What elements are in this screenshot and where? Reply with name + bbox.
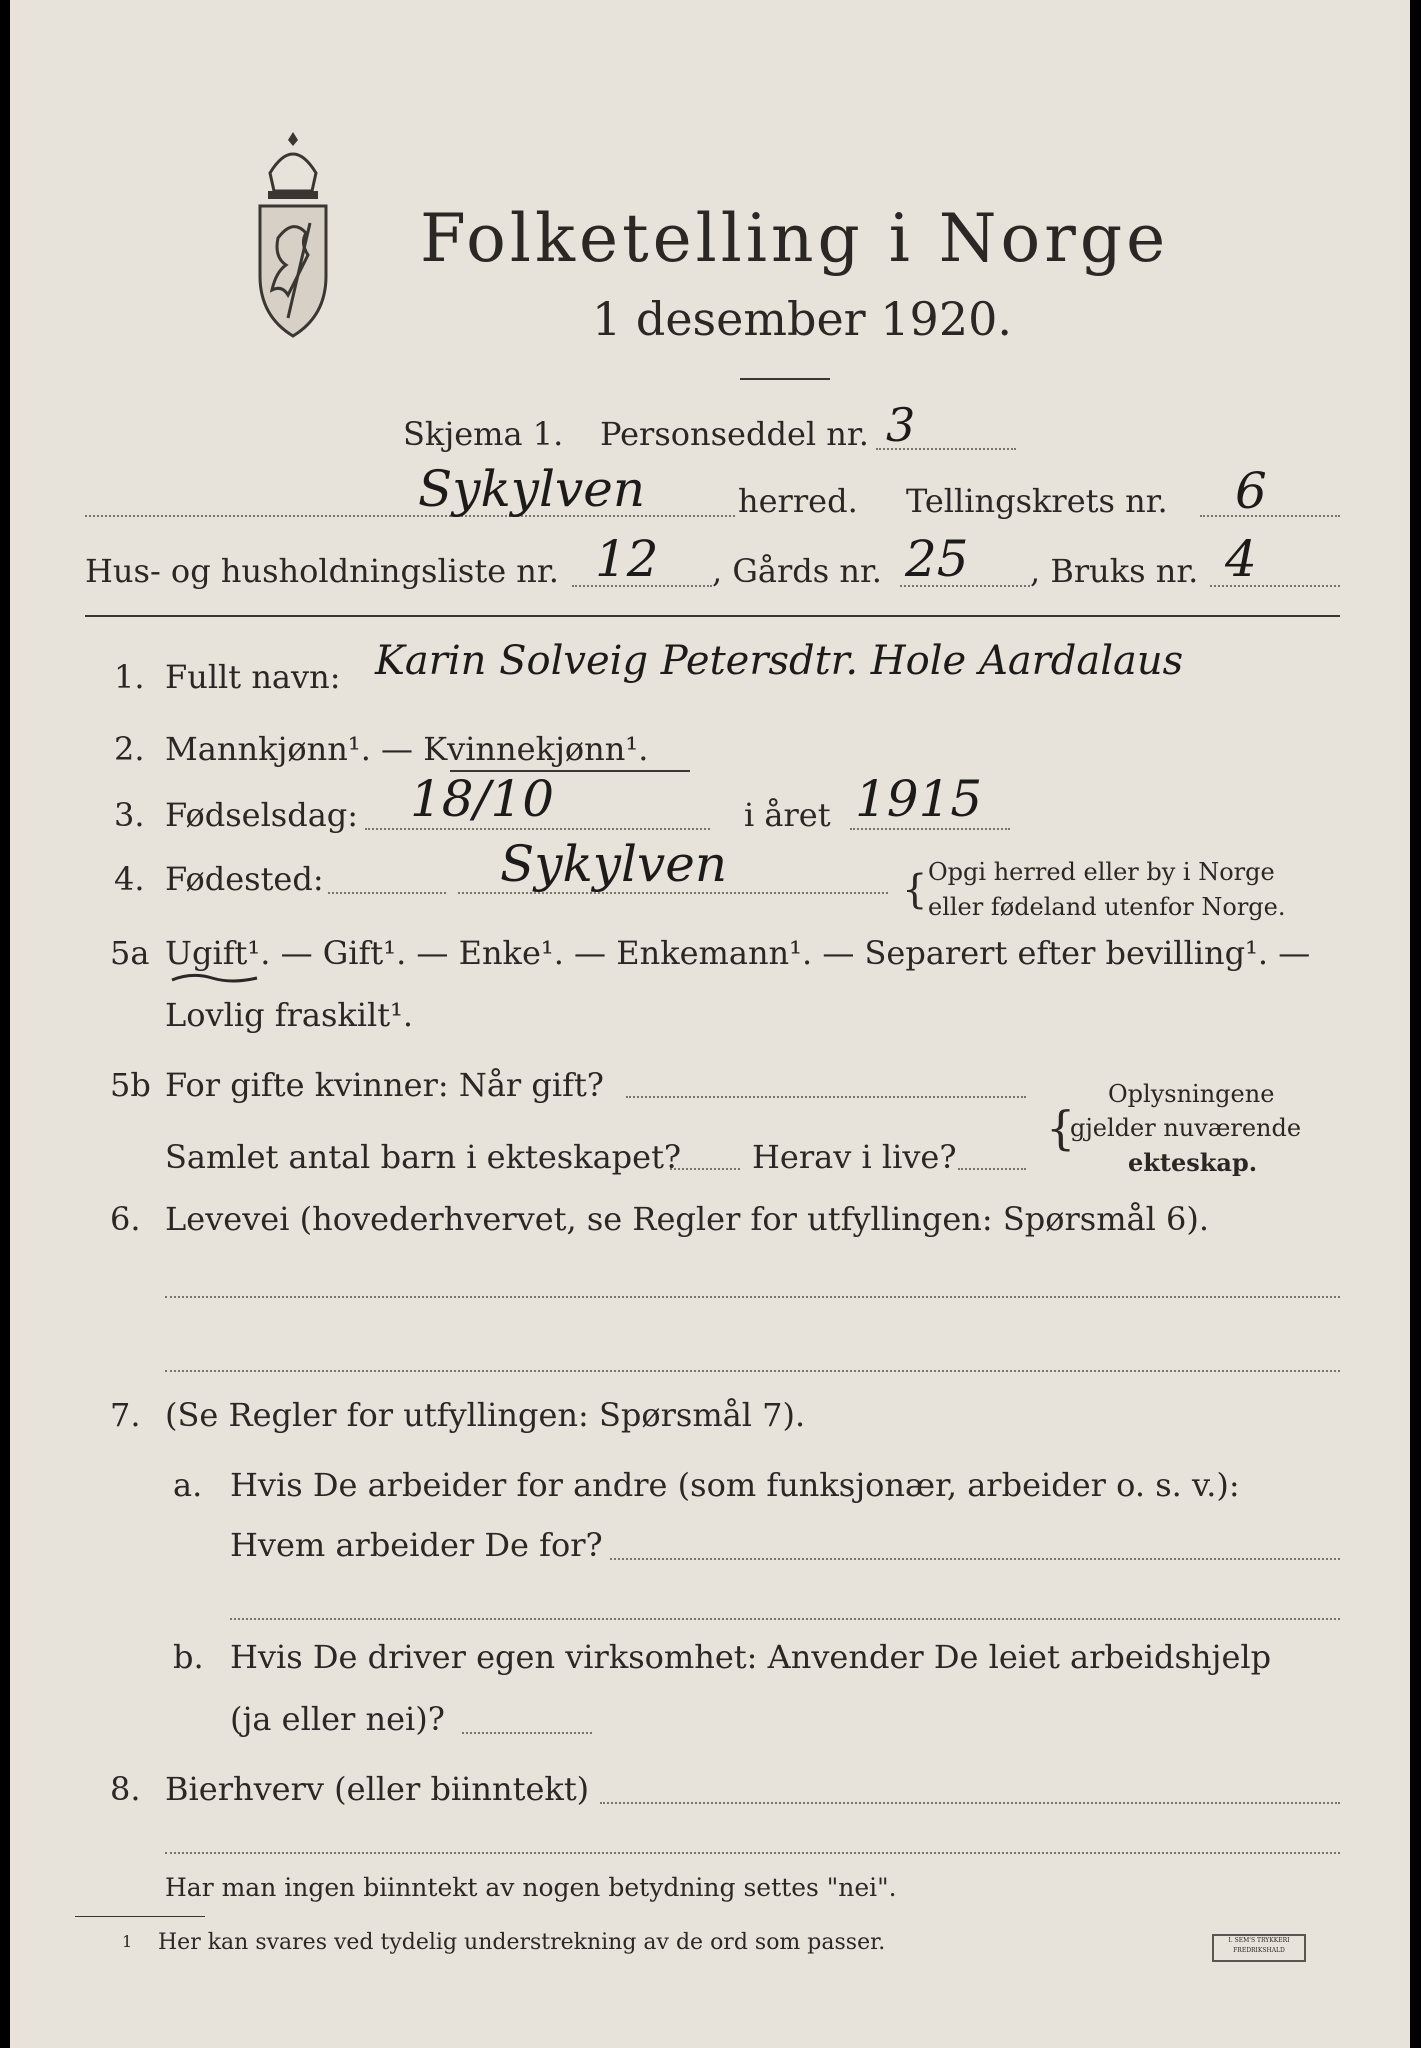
- q3-number: 3.: [114, 796, 145, 834]
- q7b-letter: b.: [173, 1638, 204, 1676]
- gards-value[interactable]: 25: [905, 530, 969, 588]
- q3-label: Fødselsdag:: [165, 796, 359, 834]
- hus-value[interactable]: 12: [595, 530, 659, 588]
- herred-label: herred.: [738, 482, 858, 520]
- q8-label: Bierhverv (eller biinntekt): [165, 1770, 590, 1808]
- q5b-note-line3: ekteskap.: [1128, 1148, 1258, 1177]
- birth-day-value[interactable]: 18/10: [410, 770, 555, 828]
- form-date: 1 desember 1920.: [592, 292, 1012, 346]
- census-form: [10, 0, 1410, 2048]
- q4-number: 4.: [114, 860, 145, 898]
- title-divider: [740, 378, 830, 380]
- q4-note-brace: {: [902, 867, 928, 913]
- q7a-letter: a.: [173, 1466, 203, 1504]
- personseddel-value[interactable]: 3: [886, 398, 916, 452]
- q2-label: Mannkjønn¹. — Kvinnekjønn¹.: [165, 730, 649, 768]
- q5b-number: 5b: [110, 1066, 151, 1104]
- skjema-label: Skjema 1.: [403, 415, 564, 453]
- q6-label: Levevei (hovederhvervet, se Regler for utfyllingen: Spørsmål 6).: [165, 1200, 1210, 1238]
- footnote-mark: 1: [122, 1932, 133, 1951]
- q5a-line1: Ugift¹. — Gift¹. — Enke¹. — Enkemann¹. — Separert efter bevilling¹. —: [165, 934, 1311, 972]
- printer-stamp: I. SEM'S TRYKKERI FREDRIKSHALD: [1212, 1934, 1306, 1962]
- q7b-line1: Hvis De driver egen virksomhet: Anvender De leiet arbeidshjelp: [230, 1638, 1272, 1676]
- q5b-note-line1: Oplysningene: [1108, 1080, 1275, 1108]
- q6-number: 6.: [110, 1200, 141, 1238]
- form-title: Folketelling i Norge: [420, 200, 1170, 277]
- q4-note-line1: Opgi herred eller by i Norge: [928, 858, 1275, 886]
- gards-label: , Gårds nr.: [712, 552, 882, 590]
- q5b-line1: For gifte kvinner: Når gift?: [165, 1066, 604, 1104]
- full-name-value[interactable]: Karin Solveig Petersdtr. Hole Aardalaus: [375, 638, 1184, 684]
- q5b-note-brace: {: [1046, 1101, 1076, 1155]
- q7b-line2: (ja eller nei)?: [230, 1700, 445, 1738]
- footer-note: Har man ingen biinntekt av nogen betydning settes "nei".: [165, 1873, 897, 1902]
- q7a-line2: Hvem arbeider De for?: [230, 1526, 603, 1564]
- birth-year-value[interactable]: 1915: [855, 770, 983, 828]
- q8-number: 8.: [110, 1770, 141, 1808]
- q7a-line1: Hvis De arbeider for andre (som funksjonær, arbeider o. s. v.):: [230, 1466, 1240, 1504]
- ugift-underline-mark: [170, 970, 260, 986]
- q5b-line2b: Herav i live?: [752, 1138, 957, 1176]
- header-separator: [85, 615, 1340, 617]
- q2-number: 2.: [114, 730, 145, 768]
- personseddel-label: Personseddel nr.: [600, 415, 869, 453]
- herred-value[interactable]: Sykylven: [418, 460, 646, 518]
- q4-label: Fødested:: [165, 860, 324, 898]
- q1-label: Fullt navn:: [165, 658, 341, 696]
- q5a-number: 5a: [110, 934, 150, 972]
- q7-label: (Se Regler for utfyllingen: Spørsmål 7).: [165, 1396, 806, 1434]
- tellingskrets-value[interactable]: 6: [1235, 462, 1267, 520]
- footnote-divider: [75, 1916, 205, 1917]
- tellingskrets-label: Tellingskrets nr.: [906, 482, 1168, 520]
- birthplace-value[interactable]: Sykylven: [500, 835, 728, 893]
- q5b-line2a: Samlet antal barn i ekteskapet?: [165, 1138, 682, 1176]
- q5a-line2: Lovlig fraskilt¹.: [165, 996, 414, 1034]
- q1-number: 1.: [114, 658, 145, 696]
- hus-label: Hus- og husholdningsliste nr.: [85, 552, 559, 590]
- q4-note-line2: eller fødeland utenfor Norge.: [928, 893, 1286, 921]
- year-label: i året: [744, 796, 831, 834]
- q5b-note-line2: gjelder nuværende: [1070, 1114, 1302, 1142]
- q7-number: 7.: [110, 1396, 141, 1434]
- bruks-label: , Bruks nr.: [1030, 552, 1199, 590]
- bruks-value[interactable]: 4: [1225, 530, 1257, 588]
- footnote-text: Her kan svares ved tydelig understrekning av de ord som passer.: [158, 1930, 886, 1955]
- coat-of-arms-icon: [248, 128, 338, 343]
